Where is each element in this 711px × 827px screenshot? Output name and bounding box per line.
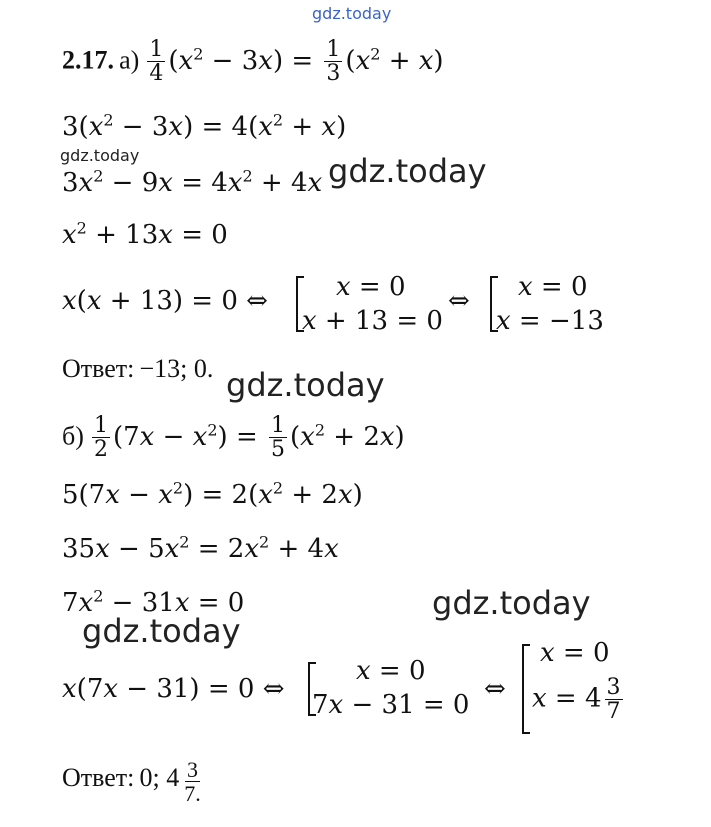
system-b2-line2: x = 4 $\frac{3}{7}$ — [532, 675, 621, 725]
answer-label-b: Ответ: — [62, 763, 135, 793]
answer-a-value: −13; 0. — [139, 354, 214, 383]
equation-a-1: $3(x^2 - 3x) = 4(x^2 + x)$ — [62, 110, 347, 142]
equation-b-1: $5(7x - x^2) = 2(x^2 + 2x)$ — [62, 478, 363, 510]
watermark-4: gdz.today — [432, 584, 591, 622]
problem-header: 2.17. а) $\frac{1}{4}$ $(x^2 - 3x)$ = $\frac{1}{3}$ $(x^2 + x)$ — [62, 37, 444, 87]
equation-b-3: $7x^2 - 31x = 0$ — [62, 586, 245, 618]
part-b-header: б) $\frac{1}{2}$ $(7x - x^2)$ = $\frac{1}{5}$ $(x^2 + 2x)$ — [62, 413, 405, 463]
equivalence-b: ⇔ — [484, 674, 506, 704]
equation-a-4: x(x + 13) = 0 ⇔ — [62, 286, 268, 316]
system-b1-line2: 7x − 31 = 0 — [312, 690, 470, 720]
equation-b-4: x(7x − 31) = 0 ⇔ — [62, 674, 285, 704]
equation-a-3: $x^2 + 13x = 0$ — [62, 218, 228, 250]
system-a2-line1: x = 0 — [518, 272, 588, 302]
answer-b — [62, 758, 206, 805]
watermark-2: gdz.today — [328, 152, 487, 190]
part-b-label: б) — [62, 421, 84, 451]
system-a1-line1: x = 0 — [336, 272, 406, 302]
answer-a — [62, 354, 213, 384]
equation-a-2: $3x^2 - 9x = 4x^2 + 4x$ — [62, 166, 323, 198]
watermark-top: gdz.today — [312, 4, 392, 23]
watermark-1: gdz.today — [60, 146, 140, 165]
watermark-5: gdz.today — [82, 612, 241, 650]
system-b1-line1: x = 0 — [356, 656, 426, 686]
equation-b-2: $35x - 5x^2 = 2x^2 + 4x$ — [62, 532, 339, 564]
system-a2-line2: x = −13 — [496, 306, 604, 336]
problem-number: 2.17. — [62, 45, 114, 75]
system-a1-line2: x + 13 = 0 — [302, 306, 443, 336]
watermark-3: gdz.today — [226, 366, 385, 404]
equivalence-a: ⇔ — [448, 286, 470, 316]
answer-label-a: Ответ: — [62, 354, 135, 383]
system-b2-line1: x = 0 — [540, 638, 610, 668]
answer-b-integer: 0; 4 — [139, 763, 180, 793]
part-a-label: а) — [119, 45, 140, 75]
system-bracket-b2 — [522, 644, 530, 734]
answer-b-denominator: 7. — [184, 781, 201, 807]
answer-b-numerator: 3 — [186, 757, 198, 782]
